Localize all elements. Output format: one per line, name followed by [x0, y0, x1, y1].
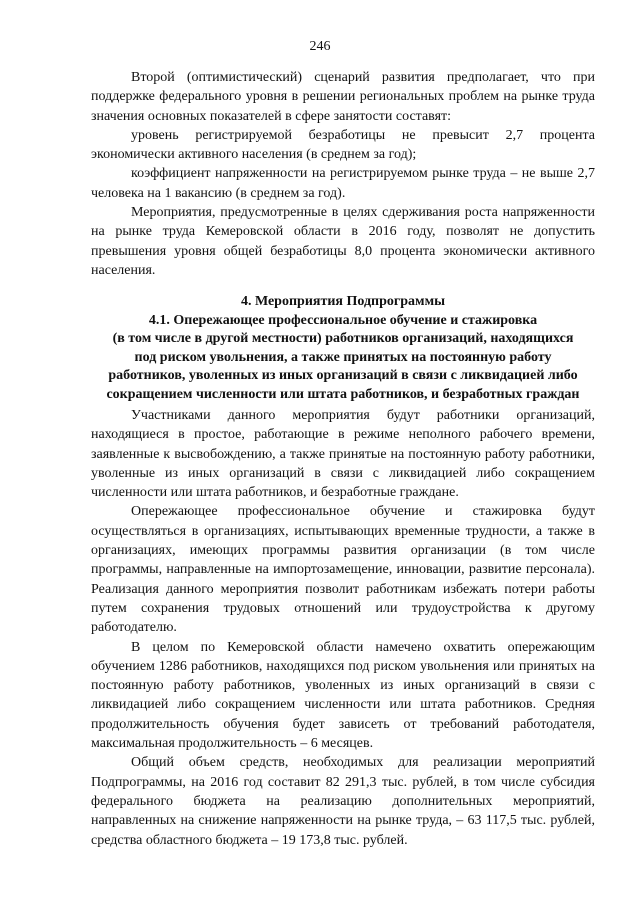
subsection-heading-line: сокращением численности или штата работников, и безработных граждан [106, 386, 580, 402]
subsection-heading-line: работников, уволенных из иных организаций в связи с ликвидацией либо [108, 368, 578, 384]
paragraph-participants: Участниками данного мероприятия будут работники организаций, находящиеся в простое, работающие в режиме неполного рабочего времени, заявленные к высвобождению, а также принятые на постоянную работу работники, уволенные из иных организаций в связи с ликвидацией либо сокращением численности или штата работников, и безработные граждане. [91, 408, 595, 501]
section-body [91, 406, 595, 850]
paragraph-coverage: В целом по Кемеровской области намечено охватить опережающим обучением 1286 работников, находящихся под риском увольнения или принятых на постоянную работу работников, уволенных из иных организаций в связи с ликвидацией либо сокращением численности или штата работников. Средняя продолжительность обучения будет зависеть от требований работодателя, максимальная продолжительность – 6 месяцев. [91, 639, 595, 752]
section-heading-block [91, 293, 595, 405]
subsection-heading-line: 4.1. Опережающее профессиональное обучение и стажировка [148, 312, 538, 328]
paragraph-measures: Мероприятия, предусмотренные в целях сдерживания роста напряженности на рынке труда Кемеровской области в 2016 году, позволят не допустить превышения уровня общей безработицы 8,0 процента экономически активного населения. [91, 205, 595, 278]
paragraph-unemployment-level: уровень регистрируемой безработицы не превысит 2,7 процента экономически активного населения (в среднем за год); [91, 127, 595, 163]
subsection-heading-line: (в том числе в другой местности) работников организаций, находящихся [112, 331, 574, 347]
intro-text [91, 68, 595, 280]
section-heading: 4. Мероприятия Подпрограммы [240, 294, 446, 309]
paragraph-funding: Общий объем средств, необходимых для реализации мероприятий Подпрограммы, на 2016 год составит 82 291,3 тыс. рублей, в том числе субсидия федерального бюджета на реализацию дополнительных мероприятий, направленных на снижение напряженности на рынке труда, – 63 117,5 тыс. рублей, средства областного бюджета – 19 173,8 тыс. рублей. [91, 755, 595, 848]
paragraph-training: Опережающее профессиональное обучение и стажировка будут осуществляться в организациях, испытывающих временные трудности, а также в организациях, имеющих программы развития организации (в том числе программы, направленные на импортозамещение, инновации, развитие персонала). Реализация данного мероприятия позволит работникам избежать потери работы путем сохранения трудовых отношений или трудоустройства к другому работодателю. [91, 504, 595, 636]
subsection-heading-line: под риском увольнения, а также принятых на постоянную работу [134, 349, 552, 365]
page-number: 246 [309, 39, 331, 54]
paragraph-scenario: Второй (оптимистический) сценарий развития предполагает, что при поддержке федерального уровня в решении региональных проблем на рынке труда значения основных показателей в сфере занятости составят: [91, 70, 595, 124]
paragraph-tension-coefficient: коэффициент напряженности на регистрируемом рынке труда – не выше 2,7 человека на 1 вакансию (в среднем за год). [91, 166, 595, 201]
